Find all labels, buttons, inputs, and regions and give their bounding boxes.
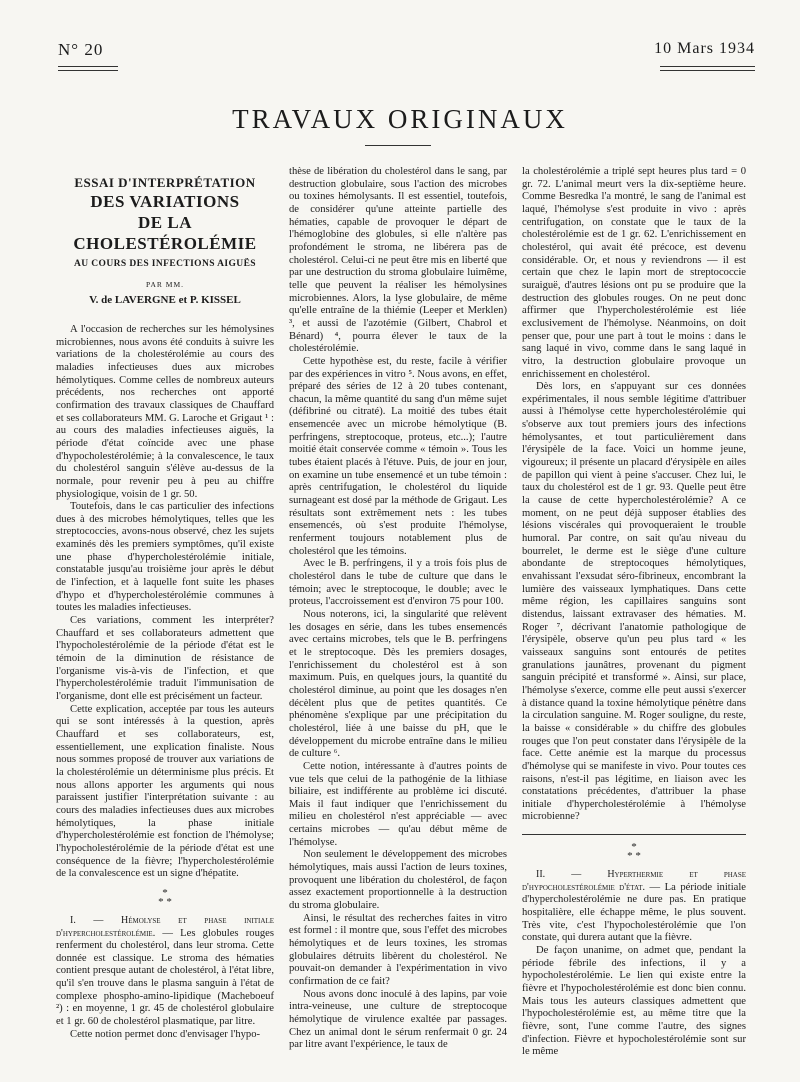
paragraph: Cette explication, acceptée par tous les auteurs qui se sont intéressés à la question, après Chauffard et ses collaborateurs, est, essentiellement, une explication finaliste. Nous nous sommes proposé de trouver aux variations de la cholestérolémie un déterminisme plus précis. Et nous allons apporter les arguments qui nous paraissent justifier l'interprétation suivante : au cours des maladies infectieuses dues aux microbes hémolytiques, la phase initiale d'hypercholestérolémie est fonction de l'hémolyse; l'hypocholestérolémie de la période d'état est une conséquence de la fièvre; l'hypercholestérolémie de la convalescence est un signe d'hépatite. (56, 703, 274, 880)
paragraph: A l'occasion de recherches sur les hémolysines microbiennes, nous avons été conduits à suivre les variations de la cholestérolémie au cours des maladies infectieuses dues aux microbes hémolytiques. Comme celles de nombreux auteurs précédents, nos recherches ont apporté confirmation des travaux classiques de Chauffard et ses collaborateurs MM. G. Laroche et Grigaut ¹ : au cours des maladies infectieuses aiguës, la période d'état coïncide avec une phase d'hypocholestérolémie; à la convalescence, le taux du cholestérol sanguin s'élève au-dessus de la normale, pour revenir peu à peu au chiffre physiologique, voisin de 1 gr. 50. (56, 323, 274, 500)
column-3 (522, 166, 746, 1059)
paragraph: Nous avons donc inoculé à des lapins, par voie intra-veineuse, une culture de streptocoque hémolytique de virulence exaltée par passages. Chez un animal dont le sérum renfermait 0 gr. 24 par litre avant l'expérience, le taux de (289, 988, 507, 1051)
article-authors: V. de LAVERGNE et P. KISSEL (89, 294, 241, 307)
header-rule-right (660, 66, 755, 71)
column-2 (289, 166, 507, 1052)
paragraph: De façon unanime, on admet que, pendant la période fébrile des infections, il y a hypocholestérolémie. Le lien qui existe entre la fièvre et l'hypocholestérolémie est donc bien connu. Mais tous les auteurs classiques admettent que l'hypocholestérolémie est, au même titre que la fièvre, sont, l'une comme l'autre, des signes d'infection. Fièvre et hypocholestérolémie sont sur le même (522, 945, 746, 1058)
paragraph: Dès lors, en s'appuyant sur ces données expérimentales, il nous semble légitime d'attribuer aussi à l'hémolyse cette hypercholestérolémie qui s'observe aux tout premiers jours des infections hémolysantes, et tout particulièrement dans l'érysipèle de la face. Voici un homme jeune, vigoureux; il présente un placard d'érysipèle en ailes de papillon qui vient à peine s'accuser. Chez lui, le taux du cholestérol est de 1 gr. 93. Quelle peut être la cause de cette hypercholestérolémie? A ce moment, on ne peut déjà supposer établies des lésions viscérales qui provoqueraient le trouble humoral. Par contre, on sait qu'au niveau du bourrelet, le derme est le siège d'une culture abondante de streptocoques hémolytiques, envahissant l'exsudat séro-fibrineux, encombrant la lumière des vaisseaux lymphatiques. Dans cette même région, les capillaires sanguins sont distendus, laissant extravaser des hématies. M. Roger ⁷, décrivant l'anatomie pathologique de l'érysipèle, observe qu'un peu plus tard « les vaisseaux sanguins sont entourés de petites granulations jaunâtres, provenant du pigment sanguin précipité et transformé ». Ainsi, sur place, l'hémolyse s'exerce, comme elle peut aussi s'exercer à distance quand la toxine hémolytique pénètre dans la circulation sanguine. M. Roger souligne, du reste, la baisse « considérable » du chiffre des globules rouges que l'on peut constater dans l'érysipèle de la face. Cette anémie est la marque du processus d'hémolyse qui se manifeste in vivo. Pour toutes ces raisons, n'est-il pas légitime, en liaison avec les constatations précédentes, d'attribuer la phase initiale d'hypercholestérolémie à l'hémolyse microbienne? (522, 381, 746, 823)
section-separator: * * * (627, 841, 641, 863)
article-title-line-1: ESSAI D'INTERPRÉTATION (74, 175, 256, 190)
page-header (58, 40, 755, 74)
paragraph: Avec le B. perfringens, il y a trois fois plus de cholestérol dans le tube de culture que dans le témoin; avec le streptocoque, le double; avec le proteus, l'accroissement est d'environ 75 pour 100. (289, 558, 507, 608)
issue-date: 10 Mars 1934 (654, 40, 755, 57)
paragraph: Cette notion permet donc d'envisager l'hypo- (70, 1028, 261, 1040)
issue-number: N° 20 (58, 40, 104, 59)
title-rule (365, 145, 431, 146)
paragraph: Cette hypothèse est, du reste, facile à vérifier par des expériences in vitro ⁵. Nous avons, en effet, préparé des séries de 12 à 20 tubes contenant, chacun, la même quantité du sang d'un même sujet (défibriné ou citraté). La moitié des tubes était ensemencée avec un microbe hémolytique (B. perfringens, streptocoque, proteus, etc...); l'autre moitié était conservée comme « témoin ». Tous les tubes étaient placés à l'étuve. Puis, de jour en jour, on examine un tube ensemencé et un tube témoin : après centrifugation, le cholestérol du liquide surnageant est dosé par la méthode de Grigaut. Les résultats sont extrêmement nets : les tubes ensemencés, où s'est produite l'hémolyse, renferment toujours notablement plus de cholestérol que les témoins. (289, 355, 507, 557)
section-1-title: I. — Hémolyse et phase initiale d'hypercholestérolémie. (56, 914, 274, 939)
header-rule-left (58, 66, 118, 71)
section-separator: * * * (158, 886, 172, 908)
article-title-line-2: DES VARIATIONS (90, 192, 240, 211)
section-title: TRAVAUX ORIGINAUX (232, 104, 568, 134)
column-divider (522, 834, 746, 835)
paragraph: Toutefois, dans le cas particulier des infections dues à des microbes hémolytiques, telles que les streptococcies, avons-nous observé, chez les sujets examinés dès les premiers symptômes, qu'il existe une phase d'hypercholestérolémie initiale, constatable jusqu'au troisième jour après le début de l'infection, et à laquelle font suite les phases d'hypo et d'hypercholestérolémie communes à toutes les maladies infectieuses. (56, 501, 274, 614)
article-subtitle: AU COURS DES INFECTIONS AIGUËS (74, 259, 256, 269)
paragraph: Cette notion, intéressante à d'autres points de vue tels que celui de la pathogénie de la lithiase biliaire, est indifférente au problème ici discuté. Mais il faut indiquer que l'enrichissement du milieu en cholestérol n'est appréciable — avec certains microbes — qu'au début même de l'hémolyse. (289, 760, 507, 848)
paragraph: la cholestérolémie a triplé sept heures plus tard = 0 gr. 72. L'animal meurt vers la dix-septième heure. Comme Besredka l'a montré, le sang de l'animal est laqué, l'hémolyse s'est produite in vivo : après centrifugation, on constate que le taux de la cholestérolémie est de 1 gr. 62. L'enrichissement en cholestérol, qui avait été précoce, est devenu considérable. Or, et nous y reviendrons — il est certain que chez le lapin mort de streptococcie suraiguë, d'autres lésions ont pu se produire que la destruction des globules rouges. On ne peut donc affirmer que l'hypercholestérolémie est liée exclusivement de l'hémolyse. Néanmoins, on doit penser que, pour une part à tout le moins : dans le sang laqué in vivo, comme dans le sang laqué in vitro, la destruction globulaire provoque un enrichissement en cholestérol. (522, 166, 746, 380)
section-2-title: II. — Hyperthermie et phase d'hypocholestérolémie d'état. (522, 869, 746, 893)
section-2-paragraph (522, 869, 746, 945)
paragraph: Ces variations, comment les interpréter? Chauffard et ses collaborateurs admettent que l'hypocholestérolémie de la période d'état est le témoin de la diminution de résistance de l'organisme vis-à-vis de l'infection, et que l'hypercholestérolémie traduit l'immunisation de l'organisme, dont elle est précisément un facteur. (56, 615, 274, 702)
section-1-paragraph (56, 915, 274, 1029)
paragraph: Ainsi, le résultat des recherches faites in vitro est formel : il montre que, sous l'effet des microbes hémolytiques et de leurs toxines, les stromas globulaires détruits libèrent du cholestérol. Ne pouvait-on demander à l'expérimentation in vivo confirmation de ce fait? (289, 912, 507, 987)
article-heading (56, 174, 274, 307)
column-1 (56, 160, 274, 1041)
byline-prefix: PAR MM. (146, 279, 184, 289)
section-1-text: — Les globules rouges renferment du cholestérol, dans leur stroma. Cette donnée est classique. Le stroma des hématies contient presque autant de cholestérol, à l'état libre, qu'il s'en trouve dans le plasma sanguin à l'état de complexe phospho-amino-lipidique (Macheboeuf ²) : en moyenne, 1 gr. 45 de cholestérol globulaire et 1 gr. 60 de cholestérol plasmatique, par litre. (56, 927, 274, 1028)
section-2-text: — La période initiale d'hypercholestérolémie ne dure pas. En pratique hospitalière, elle échappe même, le plus souvent. Très vite, c'est l'hypocholestérolémie que l'on constate, qui durera autant que la fièvre. (522, 881, 747, 944)
paragraph: thèse de libération du cholestérol dans le sang, par destruction globulaire, sous l'action des microbes ou toxines hémolysants. Il est essentiel, toutefois, de considérer qu'une atteinte partielle des hématies, capable de provoquer le départ de l'hémoglobine des globules, si elle n'altère pas profondément le stroma, ne libérera pas de cholestérol. Celui-ci ne peut être mis en liberté que par une destruction du stroma globulaire luimême, telle que peuvent la réaliser les hémolysines microbiennes. Alors, la lyse globulaire, de même qu'elle entraîne de la thiémie (Leeper et Merklen) ³, et aussi de l'azotémie (Gilbert, Chabrol et Bénard) ⁴, pourra élever le taux de la cholestérolémie. (289, 166, 507, 355)
paragraph: Nous noterons, ici, la singularité que relèvent les dosages en série, dans les tubes ensemencés avec certains microbes, tels que le B. perfringens et le streptocoque. Dès les premiers dosages, l'enrichissement du cholestérol est à son maximum. Puis, en quelques jours, la quantité du cholestérol diminue, au point que les dosages n'en décèlent plus que de petites quantités. Ce phénomène s'explique par une précipitation du cholestérol, liée à une baisse du pH, que le développement du microbe entraîne dans le milieu de culture ⁶. (289, 608, 507, 760)
article-title-line-3: DE LA CHOLESTÉROLÉMIE (73, 213, 257, 253)
paragraph: Non seulement le développement des microbes hémolytiques, mais aussi l'action de leurs toxines, provoquent une libération du cholestérol, de façon assez exactement proportionnelle à la destruction du stroma globulaire. (289, 849, 507, 912)
